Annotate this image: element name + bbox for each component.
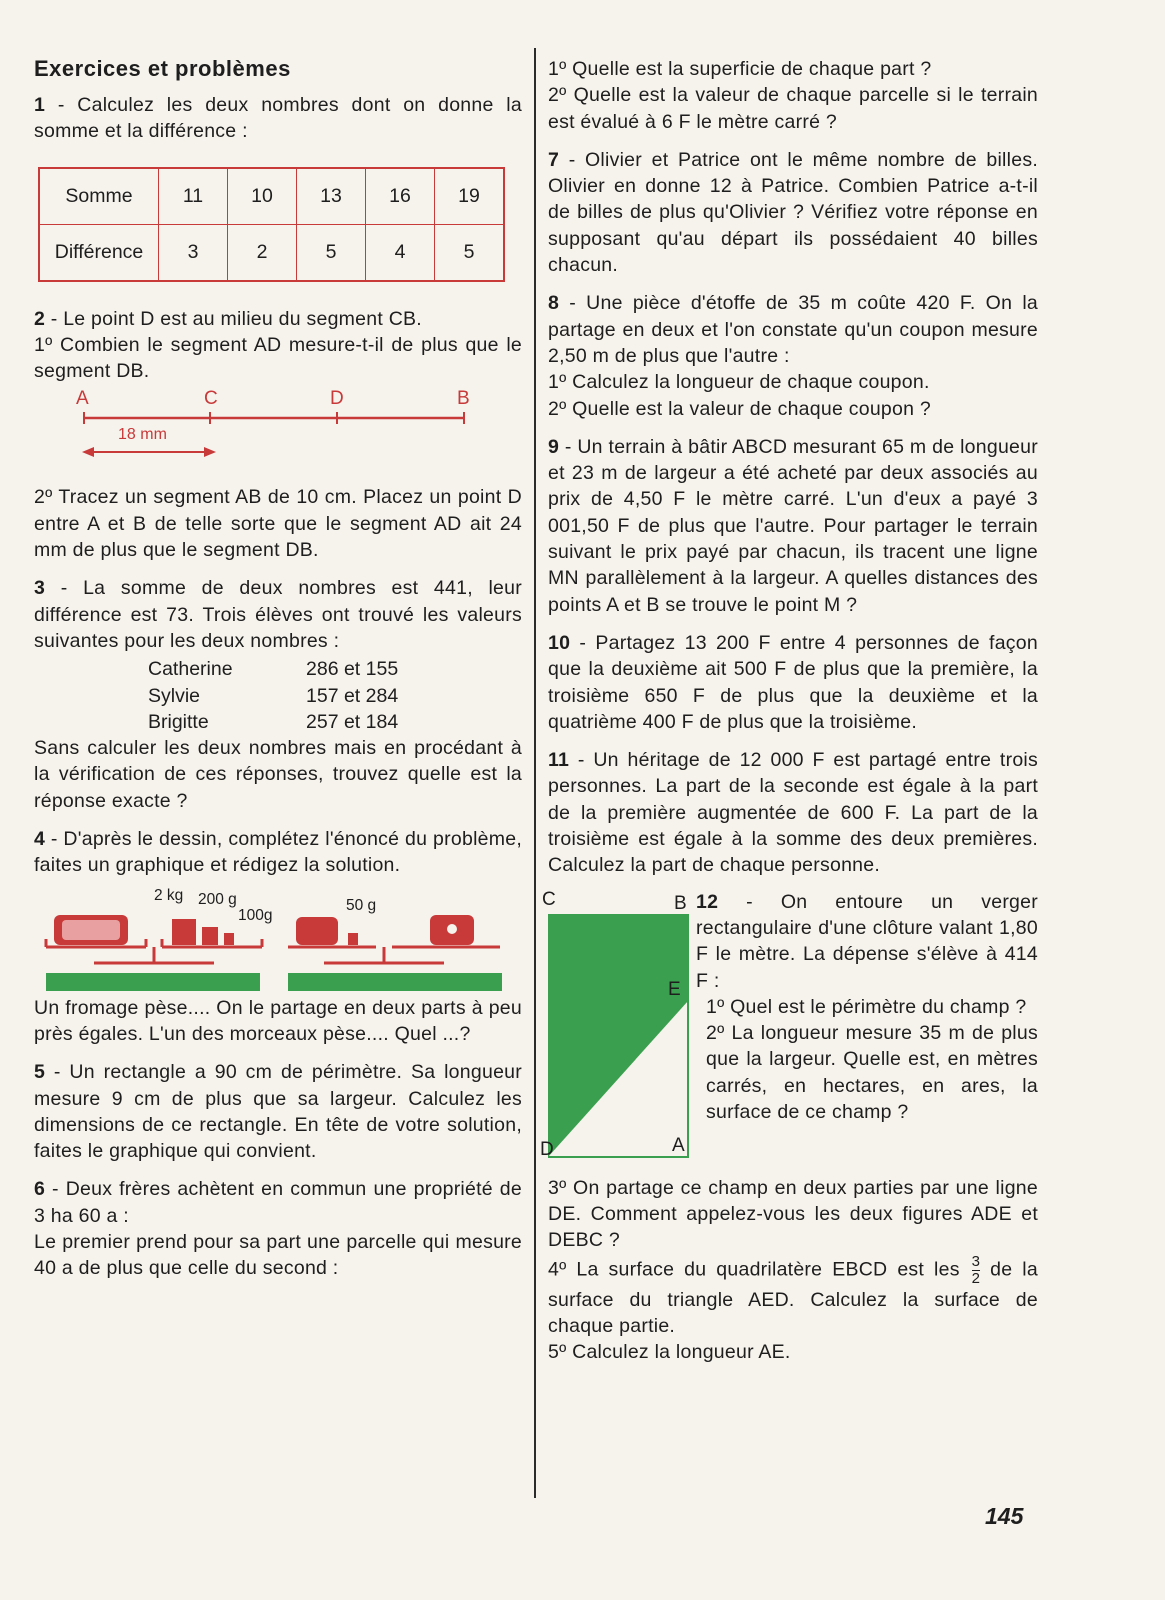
table-cell: 19 — [435, 168, 505, 225]
exercise-number: 7 — [548, 148, 560, 171]
exercise-number: 4 — [34, 828, 46, 851]
exercise-9: 9 - Un terrain à bâtir ABCD mesurant 65 m de longueur et 23 m de largeur a été acheté par deux associés au prix de 4,50 F le mètre carré. L'un d'eux a payé 3 001,50 F de plus que l'autre. Pour partager le terrain suivant le prix payé par chacun, ils tracent une ligne MN parallèlement à la largeur. A quelles distances des points A et B se trouve le point M ? — [548, 435, 1038, 616]
table-cell: 10 — [228, 168, 297, 225]
exercise-number: 1 — [34, 94, 46, 116]
list-item — [148, 709, 522, 735]
table-cell: 5 — [435, 224, 505, 281]
exercise-number: 3 — [34, 577, 46, 600]
table-left — [46, 973, 260, 991]
exercise-12-q5: 5º Calculez la longueur AE. — [548, 1341, 791, 1364]
column-divider — [534, 48, 536, 1498]
exercise-6-q2: 2º Quelle est la valeur de chaque parcelle si le terrain est évalué à 6 F le mètre carré ? — [548, 84, 1038, 133]
exercise-12-q3: 3º On partage ce champ en deux parties par une ligne DE. Comment appelez-vous les deux figures ADE et DEBC ? — [548, 1176, 1038, 1252]
left-column — [34, 50, 522, 1282]
arrow-left-head — [82, 447, 94, 457]
orchard-figure — [548, 889, 698, 1175]
exercise-number: 5 — [34, 1061, 46, 1084]
weight-50g — [348, 933, 358, 945]
exercise-2-q1: 1º Combien le segment AD mesure-t-il de plus que le segment DB. — [34, 333, 522, 383]
page-number: 145 — [985, 1503, 1024, 1529]
table-cell: 16 — [366, 168, 435, 225]
exercise-12: 12 - On entoure un verger rectangulaire d'une clôture valant 1,80 F le mètre. La dépense s'élève à 414 F : — [696, 890, 1038, 992]
exercise-8-q2: 2º Quelle est la valeur de chaque coupon ? — [548, 397, 931, 420]
arrow-right-head — [204, 447, 216, 457]
table-cell: 3 — [159, 224, 228, 281]
point-a-label: A — [672, 1134, 685, 1156]
cheese-rind — [62, 920, 120, 940]
segment-drawing — [34, 388, 522, 484]
point-c-label: C — [204, 388, 218, 410]
student-values: 157 et 284 — [306, 684, 399, 707]
weight-label-200g: 200 g — [198, 890, 237, 908]
exercise-12-q1: 1º Quel est le périmètre du champ ? — [706, 995, 1027, 1018]
point-b-label: B — [457, 388, 470, 410]
exercise-6-q1: 1º Quelle est la superficie de chaque part ? — [548, 58, 932, 80]
point-d-label: D — [330, 388, 344, 410]
exercise-7: 7 - Olivier et Patrice ont le même nombre de billes. Olivier en donne 12 à Patrice. Combien Patrice a-t-il de billes de plus qu'Olivier ? Vérifiez votre réponse en supposant qu'au départ ils possédaient 40 billes chacun. — [548, 148, 1038, 277]
measure-label: 18 mm — [118, 426, 167, 444]
table-cell: 2 — [228, 224, 297, 281]
exercise-4: 4 - D'après le dessin, complétez l'énoncé du problème, faites un graphique et rédigez la solution. — [34, 828, 522, 877]
exercise-12-block — [540, 888, 1038, 1175]
list-item — [148, 656, 522, 682]
exercise-2: 2 - Le point D est au milieu du segment CB. — [34, 307, 422, 330]
point-c-label: C — [542, 888, 556, 910]
exercise-number: 11 — [548, 749, 570, 772]
exercise-1: 1 - Calculez les deux nombres dont on donne la somme et la différence : — [34, 94, 522, 143]
table-row — [39, 168, 504, 225]
weight-label-2kg: 2 kg — [154, 886, 184, 904]
exercise-4-outro: Un fromage pèse.... On le partage en deux parts à peu près égales. L'un des morceaux pèse.... Quel ...? — [34, 996, 522, 1045]
row-label-somme: Somme — [39, 168, 159, 225]
exercise-number: 6 — [34, 1178, 46, 1201]
weight-2kg — [172, 919, 196, 945]
table-cell: 11 — [159, 168, 228, 225]
table-cell: 5 — [297, 224, 366, 281]
student-name: Brigitte — [148, 710, 209, 733]
exercise-6-p2: Le premier prend pour sa part une parcelle qui mesure 40 a de plus que celle du second : — [34, 1231, 522, 1280]
student-name: Catherine — [148, 658, 233, 681]
weight-label-50g: 50 g — [346, 896, 377, 914]
student-name: Sylvie — [148, 684, 201, 707]
student-values: 286 et 155 — [306, 658, 399, 681]
exercise-3-outro: Sans calculer les deux nombres mais en procédant à la vérification de ces réponses, trouvez quelle est la réponse exacte ? — [34, 737, 522, 812]
exercise-11: 11 - Un héritage de 12 000 F est partagé entre trois personnes. La part de la seconde est égale à la part de la première augmentée de 600 F. La part de la troisième est égale à la somme des deux premières. Calculez la part de chaque personne. — [548, 749, 1038, 877]
weight-100g — [224, 933, 234, 945]
exercise-3: 3 - La somme de deux nombres est 441, leur différence est 73. Trois élèves ont trouvé les valeurs suivantes pour les deux nombres : — [34, 577, 522, 652]
right-column — [540, 50, 1038, 1365]
table-right — [288, 973, 502, 991]
point-a-label: A — [76, 388, 89, 410]
list-item — [148, 683, 522, 709]
page-title: Exercices et problèmes — [34, 56, 291, 81]
sum-difference-table — [38, 167, 505, 282]
exercise-8-q1: 1º Calculez la longueur de chaque coupon. — [548, 371, 930, 394]
exercise-number: 8 — [548, 292, 560, 315]
student-values: 257 et 184 — [306, 710, 399, 733]
segment-figure — [34, 388, 522, 484]
exercise-12-text — [696, 889, 1038, 1126]
exercise-number: 9 — [548, 435, 560, 458]
exercise-number: 10 — [548, 631, 571, 654]
scales-figure — [34, 887, 522, 995]
cheese-hole — [447, 924, 457, 934]
exercise-12-q2: 2º La longueur mesure 35 m de plus que la largeur. Quelle est, en mètres carrés, en hectares, en ares, la surface de ce champ ? — [706, 1022, 1038, 1123]
point-b-label: B — [674, 892, 687, 914]
exercise-12-q4: 4º La surface du quadrilatère EBCD est les $\frac{3}{2}$ de la surface du triangle AED. Calculez la surface de chaque partie. — [548, 1252, 1038, 1337]
point-d-label: D — [540, 1138, 554, 1160]
table-cell: 13 — [297, 168, 366, 225]
quadrilateral-ebcd — [548, 915, 688, 1157]
point-e-label: E — [668, 978, 681, 1000]
exercise-8: 8 - Une pièce d'étoffe de 35 m coûte 420 F. On la partage en deux et l'on constate qu'un coupon mesure 2,50 m de plus que l'autre : — [548, 292, 1038, 367]
weight-label-100g: 100g — [238, 906, 273, 924]
exercise-2-q2: 2º Tracez un segment AB de 10 cm. Placez un point D entre A et B de telle sorte que le segment AD ait 24 mm de plus que le segment DB. — [34, 486, 522, 562]
exercise-10: 10 - Partagez 13 200 F entre 4 personnes de façon que la deuxième ait 500 F de plus que la première, la troisième 650 F de plus que la deuxième et la quatrième 400 F de plus que la troisième. — [548, 631, 1038, 733]
weight-200g — [202, 927, 218, 945]
scales-drawing — [34, 887, 522, 995]
exercise-number: 2 — [34, 307, 46, 330]
student-answers — [148, 656, 522, 735]
table-cell: 4 — [366, 224, 435, 281]
table-row — [39, 224, 504, 281]
exercise-6: 6 - Deux frères achètent en commun une propriété de 3 ha 60 a : — [34, 1178, 522, 1227]
cheese-piece-1 — [296, 917, 338, 945]
exercise-5: 5 - Un rectangle a 90 cm de périmètre. Sa longueur mesure 9 cm de plus que sa largeur. Calculez les dimensions de ce rectangle. En tête de votre solution, faites le graphique qui convient. — [34, 1061, 522, 1163]
row-label-difference: Différence — [39, 224, 159, 281]
exercise-number: 12 — [696, 890, 719, 913]
fraction-three-halves: $\frac{3}{2}$ — [971, 1252, 981, 1287]
